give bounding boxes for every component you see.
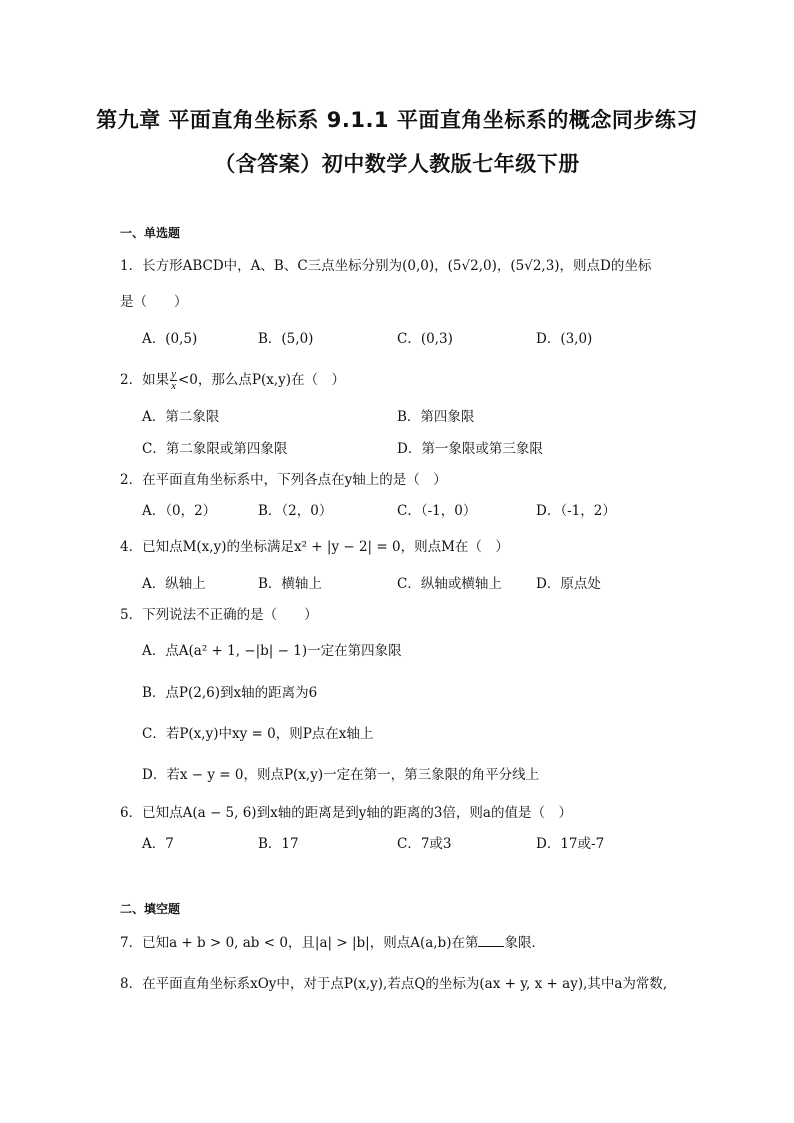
question-2a-option-b: B．第四象限 [397, 409, 475, 425]
question-2a-suffix: <0，那么点P(x,y)在（ ） [177, 372, 346, 388]
question-2b-stem: 2．在平面直角坐标系中，下列各点在y轴上的是（ ） [120, 472, 447, 488]
question-6-option-d: D．17或-7 [536, 836, 605, 852]
question-6-option-a: A．7 [142, 836, 174, 852]
section-heading-single-choice: 一、单选题 [120, 226, 181, 240]
question-4-option-b: B．横轴上 [258, 576, 322, 592]
question-5-stem: 5．下列说法不正确的是（ ） [120, 607, 318, 623]
question-2b-option-c: C．（-1，0） [397, 503, 477, 519]
question-4-stem: 4．已知点M(x,y)的坐标满足x² + |y − 2| = 0，则点M在（ ） [120, 539, 509, 555]
question-2b-option-a: A．（0，2） [142, 503, 217, 519]
question-8-stem: 8．在平面直角坐标系xOy中，对于点P(x,y),若点Q的坐标为(ax + y, x + ay),其中a为常数, [120, 976, 668, 992]
question-2a-option-c: C．第二象限或第四象限 [142, 441, 288, 457]
question-5-option-c: C．若P(x,y)中xy = 0，则P点在x轴上 [142, 726, 374, 742]
page-title-line-2: （含答案）初中数学人教版七年级下册 [214, 152, 580, 176]
question-5-option-a: A．点A(a² + 1, −|b| − 1)一定在第四象限 [142, 643, 402, 659]
question-1-option-d: D．(3,0) [536, 331, 593, 347]
question-4-option-a: A．纵轴上 [142, 576, 206, 592]
question-6-option-c: C．7或3 [397, 836, 452, 852]
fraction [170, 369, 177, 392]
question-2a-prefix: 2．如果 [120, 372, 170, 388]
question-1-stem: 1．长方形ABCD中，A、B、C三点坐标分别为(0,0)，(5√2,0)，(5√2,3)，则点D的坐标 [120, 258, 652, 274]
question-1-stem-cont: 是（ ） [120, 294, 188, 310]
answer-blank [478, 934, 504, 947]
page-title-line-1: 第九章 平面直角坐标系 9.1.1 平面直角坐标系的概念同步练习 [96, 108, 698, 132]
question-7-text-before: 7．已知a + b > 0, ab < 0，且|a| > |b|，则点A(a,b)在第 [120, 935, 479, 951]
question-6-stem: 6．已知点A(a − 5, 6)到x轴的距离是到y轴的距离的3倍，则a的值是（ ） [120, 805, 572, 821]
question-1-option-b: B．(5,0) [258, 331, 314, 347]
question-2a-option-d: D．第一象限或第三象限 [397, 441, 543, 457]
question-1-option-c: C．(0,3) [397, 331, 453, 347]
question-5-option-b: B．点P(2,6)到x轴的距离为6 [142, 685, 318, 701]
question-4-option-d: D．原点处 [536, 576, 601, 592]
question-2a-option-a: A．第二象限 [142, 409, 220, 425]
question-7-text-after: 象限． [504, 935, 545, 951]
question-1-option-a: A．(0,5) [142, 331, 198, 347]
question-6-option-b: B．17 [258, 836, 299, 852]
question-2a-stem [120, 368, 345, 392]
section-heading-fill-blank: 二、填空题 [120, 902, 181, 916]
question-5-option-d: D．若x − y = 0，则点P(x,y)一定在第一，第三象限的角平分线上 [142, 767, 540, 783]
question-7-stem [120, 931, 545, 951]
question-2b-option-d: D．（-1，2） [536, 503, 616, 519]
question-4-option-c: C．纵轴或横轴上 [397, 576, 502, 592]
fraction-denominator: x [171, 380, 176, 392]
question-2b-option-b: B．（2，0） [258, 503, 333, 519]
fraction-numerator: y [171, 368, 176, 380]
